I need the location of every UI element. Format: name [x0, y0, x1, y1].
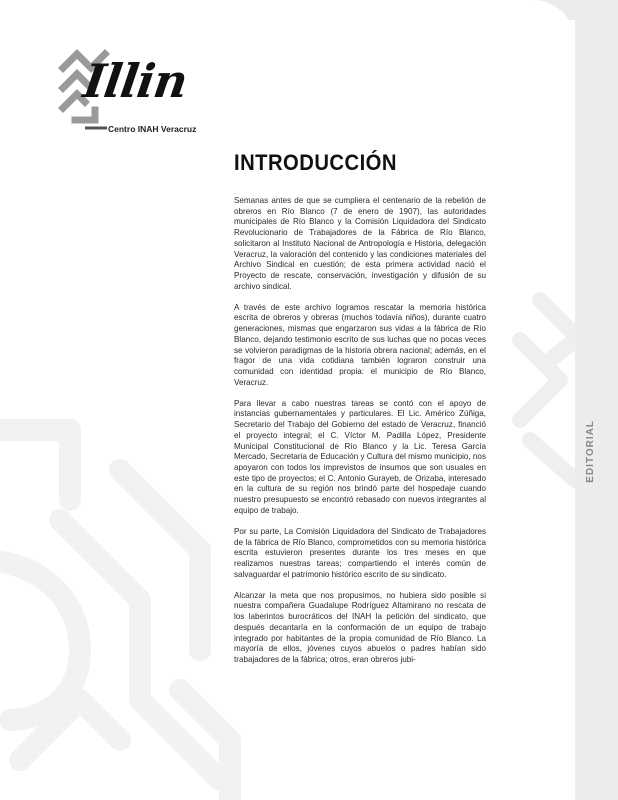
logo-wordmark: Illin [80, 54, 191, 108]
watermark-right-4 [550, 340, 575, 360]
watermark-right-3 [530, 440, 575, 480]
paragraph: Para llevar a cabo nuestras tareas se contó con el apoyo de instancias gubernamentales y particulares. El Lic. Américo Zúñiga, Secretario del Trabajo del Gobierno del estado de Veracruz, financió el proyecto integral; el C. Víctor M. Padilla López, Presidente Municipal Constitucional de Río Blanco y la Lic. Teresa García Mercado, Secretaria de Educación y Cultura del mismo municipio, nos apoyaron con todos los imprevistos de insumos que son usuales en este tipo de proyectos; el C. Antonio Gurayeb, de Orizaba, interesado en la cultura de su región nos brindó parte del hospedaje cuando nuestro presupuesto se encontró rebasado con nuevos integrantes al equipo de trabajo. [234, 398, 486, 515]
page-title: INTRODUCCIÓN [234, 150, 397, 175]
logo-subtitle: Centro INAH Veracruz [108, 124, 197, 134]
paragraph: Semanas antes de que se cumpliera el centenario de la rebelión de obreros en Río Blanco (7 de enero de 1907), las autoridades municipales de Río Blanco y la Comisión Liquidadora del Sindicato Revolucionario de Trabajadores de la Fábrica de Río Blanco, solicitaron al Instituto Nacional de Antropología e Historia, delegación Veracruz, la valoración del contenido y las condiciones materiales del Archivo Sindical en cuestión; de esta primera actividad nació el Proyecto de rescate, conservación, investigación y difusión de su archivo sindical. [234, 196, 486, 291]
watermark-step-3 [0, 430, 70, 500]
section-label-editorial: EDITORIAL [585, 420, 596, 483]
watermark-right-2 [540, 300, 575, 335]
paragraph: Alcanzar la meta que nos propusimos, no hubiera sido posible si nuestra compañera Guadalupe Rodríguez Altamirano no rescata de los laberintos burocráticos del INAH la petición del sindicato, que después decantaría en la conformación de un equipo de trabajo integrado por habitantes de la propia comunidad de Río Blanco. La mayoría de ellos, jóvenes cuyos abuelos o padres habían sido trabajadores de la fábrica; otros, eran obreros jubi- [234, 590, 486, 664]
side-band [575, 0, 618, 800]
watermark-scroll-1 [0, 560, 80, 720]
paragraph: A través de este archivo logramos rescatar la memoria histórica escrita de obreros y obreras (muchos todavía niños), durante cuatro generaciones, mismas que engarzaron sus vidas a la fábrica de Río Blanco, dejando testimonio escrito de sus luchas que no pocas veces se volvieron paradigmas de la historia obrera nacional; además, en el fragor de una vida cotidiana también lograron construir una comunidad con identidad propia: el municipio de Río Blanco, Veracruz. [234, 302, 486, 387]
paragraph: Por su parte, La Comisión Liquidadora del Sindicato de Trabajadores de la fábrica de Río Blanco, comprometidos con su memoria histórica escrita estuvieron presentes durante los tres meses en que realizamos nuestras tareas; compartiendo el interés común de salvaguardar el patrimonio histórico escrito de su sindicato. [234, 526, 486, 579]
article-body [234, 196, 486, 676]
logo-fret-base [75, 110, 95, 120]
